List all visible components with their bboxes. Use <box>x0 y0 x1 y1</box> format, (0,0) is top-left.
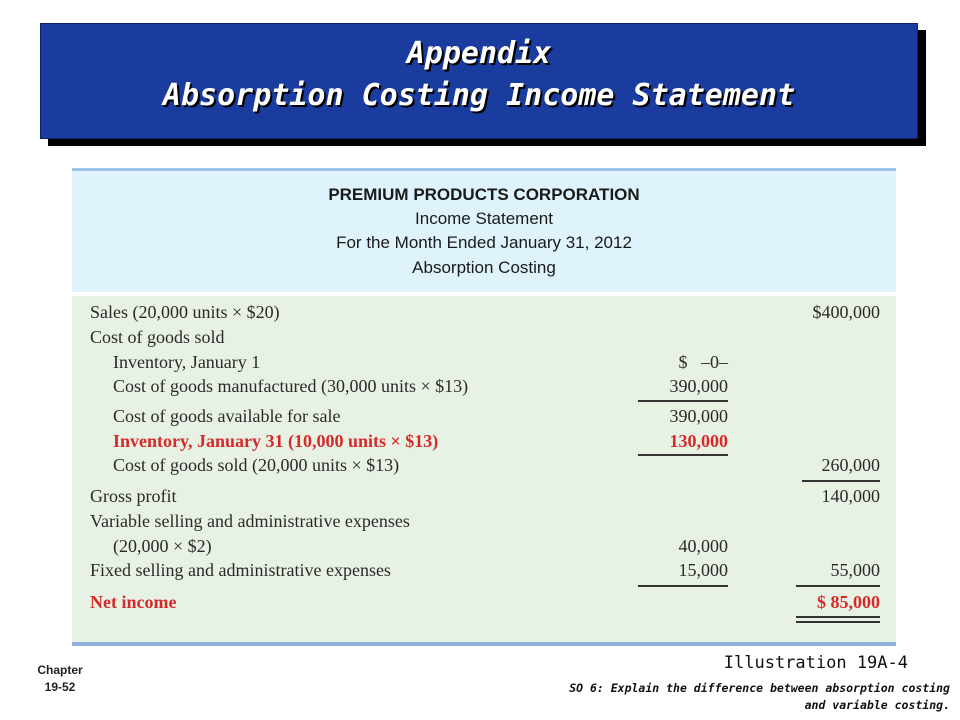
row-col1: 15,000 <box>678 560 728 580</box>
row-col1: 390,000 <box>669 376 728 396</box>
row-label: Cost of goods sold <box>90 327 225 347</box>
row-col1: 390,000 <box>669 406 728 426</box>
statement-header <box>72 168 896 292</box>
row-label: Inventory, January 1 <box>113 352 261 372</box>
company-name: PREMIUM PRODUCTS CORPORATION <box>328 185 640 204</box>
row-col2: 55,000 <box>830 560 880 580</box>
row-label: Inventory, January 31 (10,000 units × $13) <box>113 431 439 451</box>
row-col2: 140,000 <box>821 486 880 506</box>
illustration-label: Illustration 19A-4 <box>723 653 908 673</box>
row-col2: 260,000 <box>821 455 880 475</box>
slide-title-line2: Absorption Costing Income Statement <box>162 78 796 113</box>
row-label: Sales (20,000 units × $20) <box>90 302 280 322</box>
slide-title-line1: Appendix <box>406 36 552 71</box>
statement-period: For the Month Ended January 31, 2012 <box>336 233 632 252</box>
underline <box>638 585 728 587</box>
so-line2: and variable costing. <box>804 698 950 712</box>
statement-method: Absorption Costing <box>412 258 556 277</box>
chapter-text: Chapter <box>37 663 83 677</box>
row-col2: $400,000 <box>812 302 880 322</box>
row-col1: 40,000 <box>678 536 728 556</box>
row-col1: 130,000 <box>669 431 728 451</box>
statement-body <box>72 296 896 646</box>
chapter-label <box>28 662 92 696</box>
double-underline-bottom <box>796 621 880 623</box>
row-col2: $ 85,000 <box>817 592 880 612</box>
chapter-page: 19-52 <box>44 680 76 694</box>
income-statement-panel <box>72 168 896 646</box>
underline <box>796 585 880 587</box>
underline <box>802 480 880 482</box>
row-label: Cost of goods available for sale <box>113 406 341 426</box>
row-label: Net income <box>90 592 177 612</box>
statement-heading: Income Statement <box>415 209 553 228</box>
double-underline-top <box>796 616 880 618</box>
row-label: Fixed selling and administrative expenses <box>90 560 391 580</box>
underline <box>638 400 728 402</box>
slide-title-box <box>40 23 918 139</box>
underline <box>638 454 728 456</box>
row-col1: $ –0– <box>678 352 728 372</box>
row-label: Cost of goods sold (20,000 units × $13) <box>113 455 400 475</box>
row-label: (20,000 × $2) <box>113 536 212 556</box>
row-label: Variable selling and administrative expenses <box>90 511 410 531</box>
study-objective <box>480 680 950 714</box>
row-label: Cost of goods manufactured (30,000 units × $13) <box>113 376 469 396</box>
so-line1: SO 6: Explain the difference between absorption costing <box>569 681 950 695</box>
row-label: Gross profit <box>90 486 177 506</box>
